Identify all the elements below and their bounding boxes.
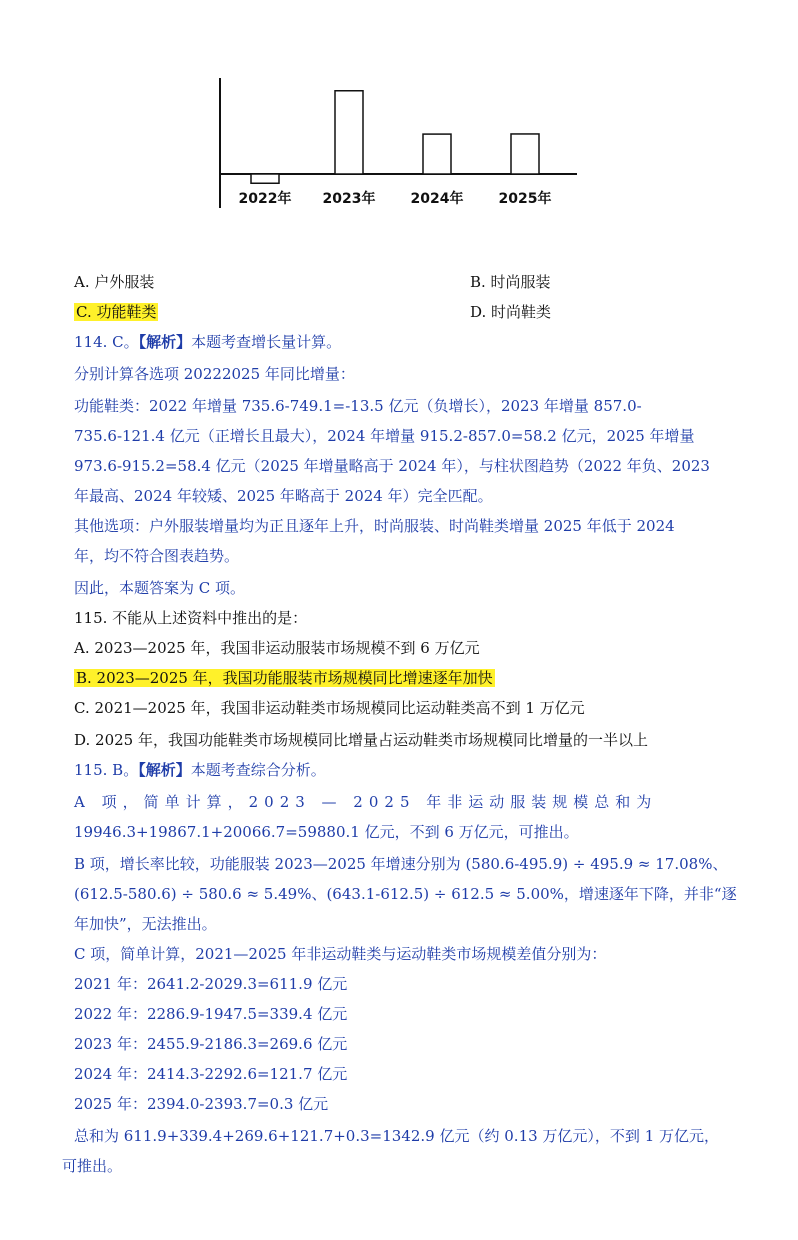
q114-line-5: 年最高、2024 年较矮、2025 年略高于 2024 年）完全匹配。 [74, 487, 493, 505]
q114-line-1: 分别计算各选项 20222025 年同比增量： [74, 365, 355, 383]
q115-option-c: C. 2021—2025 年，我国非运动鞋类市场规模同比运动鞋类高不到 1 万亿元 [74, 699, 585, 717]
q115-option-d: D. 2025 年，我国功能鞋类市场规模同比增量占运动鞋类市场规模同比增量的一半以上 [74, 731, 648, 749]
q115-question: 115. 不能从上述资料中推出的是： [74, 609, 308, 627]
option-b: B. 时尚服装 [470, 273, 551, 291]
q114-line-6: 其他选项：户外服装增量均为正且逐年上升，时尚服装、时尚鞋类增量 2025 年低于 2024 [74, 517, 675, 535]
q115-sum-line-2: 可推出。 [62, 1157, 123, 1175]
x-tick-label-2022年: 2022年 [238, 191, 292, 207]
q115-answer-line [74, 760, 326, 780]
q114-answer-prefix: 114. C。 [74, 333, 139, 351]
q114-answer-text: 本题考查增长量计算。 [191, 333, 342, 351]
q115-year-2021: 2021 年：2641.2-2029.3=611.9 亿元 [74, 975, 348, 993]
q114-line-3: 735.6-121.4 亿元（正增长且最大），2024 年增量 915.2-857.0=58.2 亿元，2025 年增量 [74, 427, 695, 445]
q115-year-2023: 2023 年：2455.9-2186.3=269.6 亿元 [74, 1035, 348, 1053]
bar-chart [205, 68, 585, 218]
q115-answer-text: 本题考查综合分析。 [190, 761, 326, 779]
q115-c-line-1: C 项，简单计算，2021—2025 年非运动鞋类与运动鞋类市场规模差值分别为： [74, 945, 607, 963]
bar-2023年 [335, 91, 363, 174]
option-a: A. 户外服装 [74, 273, 155, 291]
q114-answer-line [74, 332, 341, 352]
q115-b-line-1: B 项，增长率比较，功能服装 2023—2025 年增速分别为 (580.6-495.9) ÷ 495.9 ≈ 17.08%、 [74, 855, 728, 873]
q115-sum-line-1: 总和为 611.9+339.4+269.6+121.7+0.3=1342.9 亿元（约 0.13 万亿元），不到 1 万亿元， [74, 1127, 720, 1145]
q114-line-8: 因此，本题答案为 C 项。 [74, 579, 246, 597]
q115-a-line-2: 19946.3+19867.1+20066.7=59880.1 亿元，不到 6 万亿元，可推出。 [74, 823, 579, 841]
bar-2022年 [251, 174, 279, 183]
bar-2024年 [423, 134, 451, 174]
x-tick-label-2024年: 2024年 [410, 191, 464, 207]
q115-a-line-1: A 项，简单计算，2023 — 2025 年非运动服装规模总和为 [74, 793, 658, 811]
q115-b-line-2: (612.5-580.6) ÷ 580.6 ≈ 5.49%、(643.1-612.5) ÷ 612.5 ≈ 5.00%，增速逐年下降，并非“逐 [74, 885, 737, 903]
option-d: D. 时尚鞋类 [470, 303, 552, 321]
q115-option-a: A. 2023—2025 年，我国非运动服装市场规模不到 6 万亿元 [74, 639, 480, 657]
q115-b-line-3: 年加快”，无法推出。 [74, 915, 217, 933]
q115-option-b-highlighted [74, 668, 495, 688]
q114-line-2: 功能鞋类：2022 年增量 735.6-749.1=-13.5 亿元（负增长），2023 年增量 857.0- [74, 397, 642, 415]
highlight-option-b: B. 2023—2025 年，我国功能服装市场规模同比增速逐年加快 [76, 669, 493, 687]
q114-analysis-tag: 【解析】 [138, 333, 192, 351]
x-tick-label-2025年: 2025年 [498, 191, 552, 207]
highlight-option-c: C. 功能鞋类 [76, 303, 157, 321]
q115-year-2025: 2025 年：2394.0-2393.7=0.3 亿元 [74, 1095, 329, 1113]
option-c-highlighted [74, 302, 158, 322]
q114-line-7: 年，均不符合图表趋势。 [74, 547, 240, 565]
q115-year-2024: 2024 年：2414.3-2292.6=121.7 亿元 [74, 1065, 348, 1083]
bar-2025年 [511, 134, 539, 174]
q114-line-4: 973.6-915.2=58.4 亿元（2025 年增量略高于 2024 年），与柱状图趋势（2022 年负、2023 [74, 457, 710, 475]
q115-year-2022: 2022 年：2286.9-1947.5=339.4 亿元 [74, 1005, 348, 1023]
q115-analysis-tag: 【解析】 [138, 761, 191, 779]
q115-answer-prefix: 115. B。 [74, 761, 139, 779]
x-tick-label-2023年: 2023年 [322, 191, 376, 207]
